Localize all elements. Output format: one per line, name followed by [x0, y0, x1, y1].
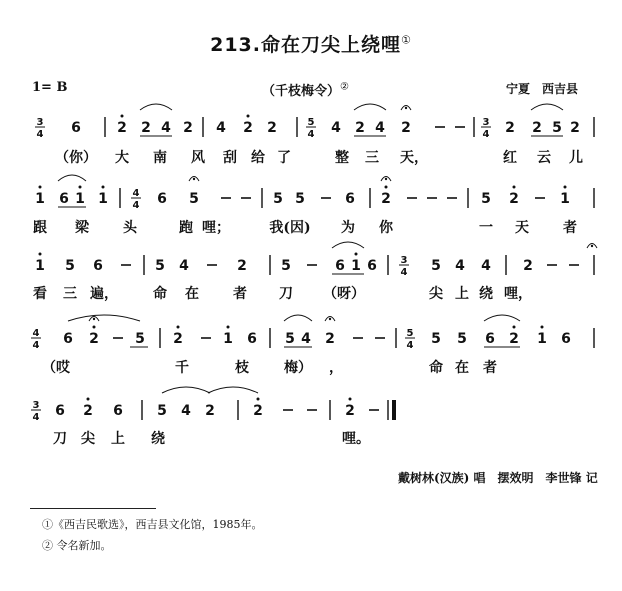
tune-name: （千枝梅令）② [262, 81, 349, 99]
lyric-syllable: 儿 [569, 150, 583, 166]
lyric-syllable: 上 [455, 286, 469, 302]
slur-arc [58, 175, 86, 181]
note: 6 [367, 258, 377, 274]
octave-dot-high [102, 186, 105, 189]
lyric-syllable: 三 [365, 150, 379, 166]
note: 6 [561, 331, 571, 347]
note: 5 [431, 331, 441, 347]
time-signature-bottom: 4 [32, 340, 40, 351]
note: 6 [63, 331, 73, 347]
lyric-syllable: 刀 [279, 286, 293, 302]
note: 4 [375, 120, 385, 136]
note: 6 [59, 191, 69, 207]
note: 4 [161, 120, 171, 136]
lyric-syllable: 刀 [53, 431, 67, 447]
note: 5 [65, 258, 75, 274]
footnote-divider [30, 508, 156, 509]
note: 2 [381, 191, 391, 207]
octave-dot-high [39, 186, 42, 189]
footnote-mark-2: ② [340, 81, 349, 93]
octave-dot-high [247, 115, 250, 118]
lyric-syllable: （哎 [42, 360, 70, 376]
lyric-syllable: 枝 [235, 360, 249, 376]
lyric-syllable: 在 [185, 286, 199, 302]
note: 2 [401, 120, 411, 136]
lyric-syllable: 绕 [151, 431, 165, 447]
note: 6 [93, 258, 103, 274]
time-signature-bottom: 4 [32, 412, 40, 423]
lyric-syllable: 三 [63, 286, 77, 302]
note: 2 [509, 191, 519, 207]
note: 6 [55, 403, 65, 419]
octave-dot-high [513, 186, 516, 189]
time-signature-top: 4 [32, 328, 40, 339]
note: 2 [173, 331, 183, 347]
final-bar-thick [392, 400, 396, 420]
song-title: 213.命在刀尖上绕哩① [210, 33, 412, 56]
octave-dot-high [93, 326, 96, 329]
note: 6 [345, 191, 355, 207]
note: 1 [35, 258, 45, 274]
octave-dot-high [541, 326, 544, 329]
time-signature-bottom: 4 [132, 200, 140, 211]
lyric-syllable: 尖 [429, 286, 443, 302]
note: 2 [205, 403, 215, 419]
lyric-syllable: 风 [191, 150, 205, 166]
note: 4 [455, 258, 465, 274]
note: 2 [523, 258, 533, 274]
octave-dot-high [355, 253, 358, 256]
octave-dot-high [349, 398, 352, 401]
lyric-syllable: 命 [429, 360, 443, 376]
note: 4 [301, 331, 311, 347]
time-signature-top: 5 [307, 117, 315, 128]
lyric-syllable: 为 [341, 220, 355, 236]
lyric-syllable: 在 [455, 360, 469, 376]
lyric-syllable: 看 [33, 286, 47, 302]
note: 1 [351, 258, 361, 274]
performer-credit: 戴树林(汉族) 唱 摆效明 李世锋 记 [398, 471, 598, 485]
slur-arc [162, 387, 210, 393]
slur-arc [531, 104, 563, 110]
time-signature-bottom: 4 [482, 129, 490, 140]
lyric-syllable: 梅） [284, 360, 312, 376]
lyric-syllable: 绕 [479, 286, 493, 302]
lyric-syllable: 者 [563, 220, 577, 236]
note: 5 [285, 331, 295, 347]
octave-dot-high [257, 398, 260, 401]
note: 2 [509, 331, 519, 347]
octave-dot-high [564, 186, 567, 189]
lyric-syllable: 命 [153, 286, 167, 302]
slur-arc [332, 242, 364, 248]
note: 6 [485, 331, 495, 347]
lyric-syllable: 遍， [90, 286, 118, 302]
fermata-dot [193, 178, 195, 180]
note: 2 [355, 120, 365, 136]
footnote-1: ①《西吉民歌选》，西吉县文化馆，1985年。 [42, 518, 263, 531]
note: 4 [216, 120, 226, 136]
lyric-syllable: 南 [153, 150, 167, 166]
note: 2 [505, 120, 515, 136]
octave-dot-high [227, 326, 230, 329]
octave-dot-high [87, 398, 90, 401]
note: 5 [157, 403, 167, 419]
note: 2 [532, 120, 542, 136]
octave-dot-high [513, 326, 516, 329]
note: 5 [273, 191, 283, 207]
slur-arc [68, 315, 140, 321]
note: 5 [431, 258, 441, 274]
note: 6 [157, 191, 167, 207]
note: 5 [189, 191, 199, 207]
lyric-syllable: 哩； [202, 220, 230, 236]
octave-dot-high [121, 115, 124, 118]
time-signature-bottom: 4 [307, 129, 315, 140]
lyric-syllable: 头 [123, 220, 137, 236]
note: 2 [253, 403, 263, 419]
lyric-syllable: 哩， [504, 286, 532, 302]
note: 5 [457, 331, 467, 347]
time-signature-top: 3 [400, 255, 408, 266]
lyric-syllable: 大 [115, 150, 129, 166]
note: 1 [560, 191, 570, 207]
time-signature-bottom: 4 [36, 129, 44, 140]
note: 2 [325, 331, 335, 347]
lyric-syllable: 者 [233, 286, 247, 302]
note: 5 [295, 191, 305, 207]
lyric-syllable: 我(因) [269, 220, 311, 236]
lyric-syllable: （你） [55, 150, 97, 166]
note: 6 [247, 331, 257, 347]
note: 2 [89, 331, 99, 347]
time-signature-top: 5 [406, 328, 414, 339]
note: 1 [75, 191, 85, 207]
time-signature-top: 4 [132, 188, 140, 199]
fermata-dot [385, 178, 387, 180]
lyric-syllable: 红 [503, 150, 517, 166]
lyric-syllable: 你 [379, 220, 393, 236]
note: 1 [537, 331, 547, 347]
song-origin: 宁夏 西吉县 [506, 82, 579, 96]
note: 2 [117, 120, 127, 136]
fermata-dot [591, 245, 593, 247]
note: 2 [267, 120, 277, 136]
lyric-syllable: 了 [277, 150, 291, 166]
lyric-syllable: 刮 [223, 150, 237, 166]
lyric-syllable: （呀） [323, 286, 365, 302]
time-signature-top: 3 [32, 400, 40, 411]
note: 5 [135, 331, 145, 347]
lyric-syllable: 千 [175, 360, 189, 376]
note: 2 [345, 403, 355, 419]
note: 1 [98, 191, 108, 207]
lyric-syllable: 梁 [75, 220, 89, 236]
note: 2 [183, 120, 193, 136]
octave-dot-high [177, 326, 180, 329]
octave-dot-high [79, 186, 82, 189]
lyric-syllable: 尖 [81, 431, 95, 447]
lyric-syllable: 一 [479, 220, 493, 236]
fermata-dot [93, 318, 95, 320]
slur-arc [208, 387, 258, 393]
lyric-syllable: 整 [335, 150, 349, 166]
note: 2 [243, 120, 253, 136]
time-signature-top: 3 [482, 117, 490, 128]
lyric-syllable: 上 [111, 431, 125, 447]
note: 6 [113, 403, 123, 419]
note: 2 [570, 120, 580, 136]
slur-arc [140, 104, 172, 110]
note: 4 [179, 258, 189, 274]
lyric-syllable: 云 [537, 150, 551, 166]
lyric-syllable: 天 [515, 220, 529, 236]
lyric-syllable: ， [329, 360, 343, 376]
slur-arc [354, 104, 386, 110]
octave-dot-high [385, 186, 388, 189]
time-signature-bottom: 4 [400, 267, 408, 278]
lyric-syllable: 者 [483, 360, 497, 376]
note: 6 [335, 258, 345, 274]
note: 4 [481, 258, 491, 274]
key-signature: 1= B [32, 80, 68, 95]
octave-dot-high [39, 253, 42, 256]
fermata-dot [405, 107, 407, 109]
lyric-syllable: 跑 [179, 220, 193, 236]
note: 5 [481, 191, 491, 207]
footnote-2: ② 令名新加。 [42, 539, 112, 552]
note: 5 [155, 258, 165, 274]
note: 4 [331, 120, 341, 136]
note: 6 [71, 120, 81, 136]
footnote-mark-1: ① [401, 33, 412, 47]
lyric-syllable: 哩。 [342, 431, 370, 447]
slur-arc [484, 315, 520, 321]
note: 5 [552, 120, 562, 136]
note: 2 [83, 403, 93, 419]
lyric-syllable: 跟 [33, 220, 47, 236]
note: 2 [141, 120, 151, 136]
lyric-syllable: 给 [251, 150, 265, 166]
note: 4 [181, 403, 191, 419]
time-signature-bottom: 4 [406, 340, 414, 351]
fermata-dot [329, 318, 331, 320]
lyric-syllable: 天， [400, 150, 428, 166]
note: 2 [237, 258, 247, 274]
note: 1 [35, 191, 45, 207]
note: 1 [223, 331, 233, 347]
slur-arc [284, 315, 312, 321]
time-signature-top: 3 [36, 117, 44, 128]
note: 5 [281, 258, 291, 274]
